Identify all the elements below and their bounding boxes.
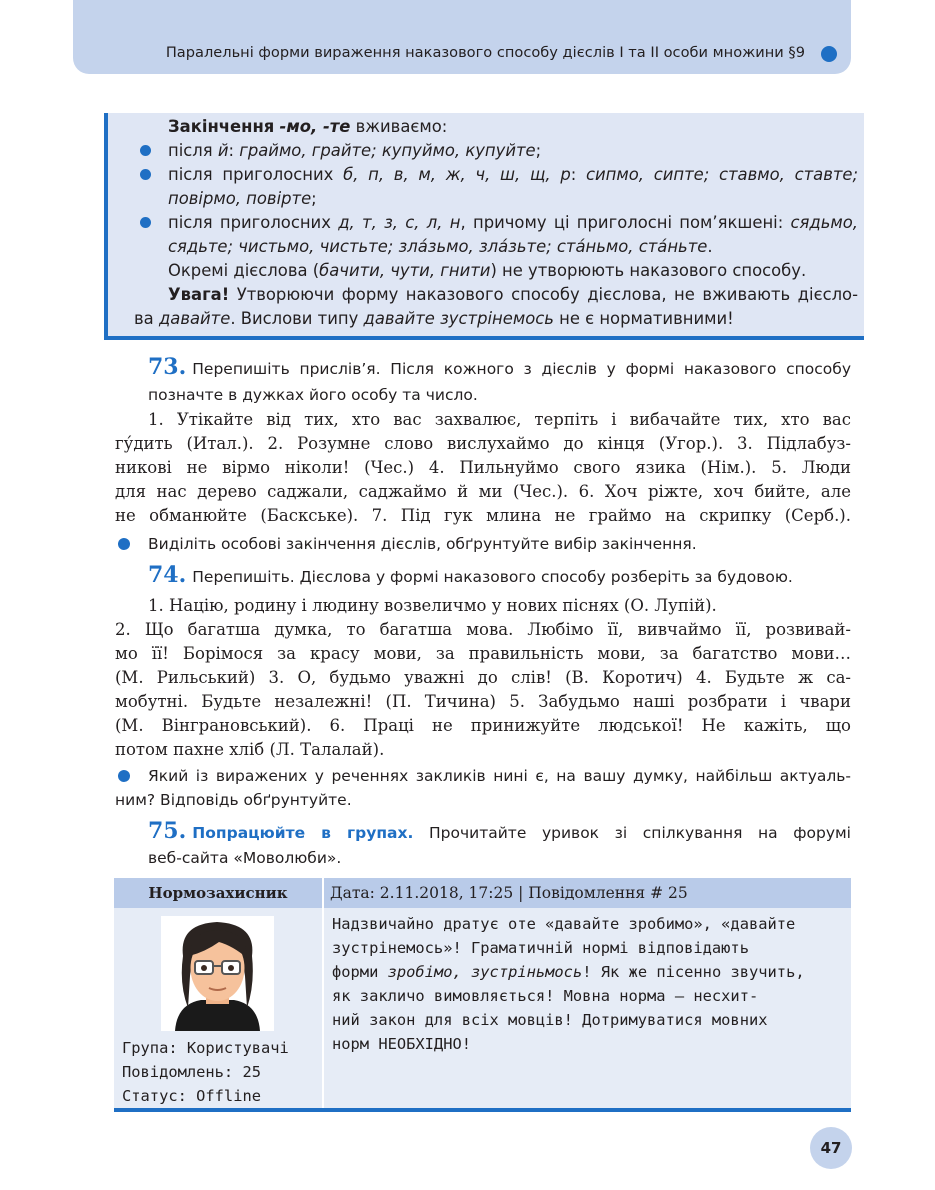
rule-warning-cont: ва давайте. Вислови типу давайте зустрінемось не є нормативними! [134,309,734,328]
ex75-task-cont: веб-сайта «Моволюби». [148,849,342,867]
rule-heading: Закінчення -мо, -те вживаємо: [168,117,448,136]
rule-box [104,113,864,340]
forum-post [114,878,851,1112]
forum-user-panel [114,908,322,1108]
forum-post-meta: Дата: 2.11.2018, 17:25 | Повідомлення # 25 [330,884,688,902]
ex74-line: 2. Що багатша думка, то багатша мова. Любімо її, вивчаймо її, розвивай- [115,620,851,639]
rule-bullet-3: після приголосних д, т, з, с, л, н, причому ці приголосні пом’якшені: сядьмо, [168,213,859,232]
ex73-task-cont: позначте в дужках його особу та число. [148,386,478,404]
ex73-line: для нас дерево саджали, саджаймо й ми (Чес.). 6. Хоч ріжте, хоч бийте, але [115,482,851,501]
group-work-label: Попрацюйте в групах. [192,824,414,842]
rule-note: Окремі дієслова (бачити, чути, гнити) не утворюють наказового способу. [168,261,807,280]
post-line: зустрінемось»! Граматичній нормі відповідають [332,939,749,957]
avatar [161,916,274,1031]
forum-username[interactable]: Нормозахисник [148,884,288,902]
post-line: норм НЕОБХІДНО! [332,1035,471,1053]
ex74-question: Який із виражених у реченнях закликів нині є, на вашу думку, найбільш актуаль- [148,767,851,785]
exercise-number: 75. [148,818,187,844]
ex75-task: 75. Попрацюйте в групах. Прочитайте уривок зі спілкування на форумі [148,818,851,844]
user-posts-count: Повідомлень: 25 [122,1063,261,1081]
user-avatar-icon [161,916,274,1031]
ex73-task: 73. Перепишіть прислів’я. Після кожного з дієслів у формі наказового способу [148,354,851,380]
ex74-line: потом пахне хліб (Л. Талалай). [115,740,385,759]
user-status: Статус: Offline [122,1087,261,1105]
user-group: Група: Користувачі [122,1039,289,1057]
bullet-dot-icon [118,538,130,550]
ex74-task: 74. Перепишіть. Дієслова у формі наказового способу розберіть за будовою. [148,562,793,588]
ex74-line: мо її! Борімося за красу мови, за правильність мови, за багатство мови… [115,644,851,663]
rule-bullet-2-cont: повірмо, повірте; [168,189,317,208]
rule-bullet-1: після й: граймо, грайте; купуймо, купуйте; [168,141,542,160]
ex74-line: мобутні. Будьте незалежні! (П. Тичина) 5. Забудьмо наші розбрати і чвари [115,692,851,711]
bullet-dot-icon [821,46,837,62]
rule-bullet-2: після приголосних б, п, в, м, ж, ч, ш, щ, р: сипмо, сипте; ставмо, ставте; [168,165,859,184]
exercise-number: 74. [148,562,187,588]
ex74-question-cont: ним? Відповідь обґрунтуйте. [115,791,352,809]
exercise-number: 73. [148,354,187,380]
page-number: 47 [810,1127,852,1169]
post-line: форми зробімо, зустріньмось! Як же пісенно звучить, [332,963,805,981]
bullet-dot-icon [140,145,151,156]
ex73-line: гу́дить (Итал.). 2. Розумне слово вислухаймо до кінця (Угор.). 3. Підлабуз- [115,434,851,453]
post-line: ний закон для всіх мовців! Дотримуватися мовних [332,1011,768,1029]
forum-post-body [324,908,851,1108]
header-title: Паралельні форми вираження наказового способу дієслів І та ІІ особи множини §9 [165,44,805,61]
ex73-line: 1. Утікайте від тих, хто вас захвалює, терпіть і вибачайте тих, хто вас [148,410,851,429]
ex74-line: (М. Рильський) 3. О, будьмо уважні до слів! (В. Коротич) 4. Будьте ж са- [115,668,851,687]
rule-bullet-3-cont: сядьте; чистьмо, чистьте; зла́зьмо, зла́зьте; ста́ньмо, ста́ньте. [168,237,713,256]
ex73-line: никові не вірмо ніколи! (Чес.) 4. Пильнуймо свого язика (Нім.). 5. Люди [115,458,851,477]
bullet-dot-icon [140,169,151,180]
bullet-dot-icon [118,770,130,782]
ex74-line: 1. Націю, родину і людину возвеличмо у нових піснях (О. Лупій). [148,596,717,615]
ex73-question: Виділіть особові закінчення дієслів, обґрунтуйте вибір закінчення. [148,535,697,553]
bullet-dot-icon [140,217,151,228]
ex74-line: (М. Вінграновський). 6. Праці не принижуйте людської! Не кажіть, що [115,716,851,735]
post-line: як закличо вимовляється! Мовна норма — несхит- [332,987,759,1005]
page-header [73,0,851,74]
ex73-line: не обманюйте (Баскське). 7. Під гук млина не граймо на скрипку (Серб.). [115,506,851,525]
forum-user-info [122,1036,289,1108]
post-line: Надзвичайно дратує оте «давайте зробимо», «давайте [332,915,796,933]
rule-warning: Увага! Утворюючи форму наказового способу дієслова, не вживають дієсло- [168,285,858,304]
forum-post-header [114,878,851,908]
